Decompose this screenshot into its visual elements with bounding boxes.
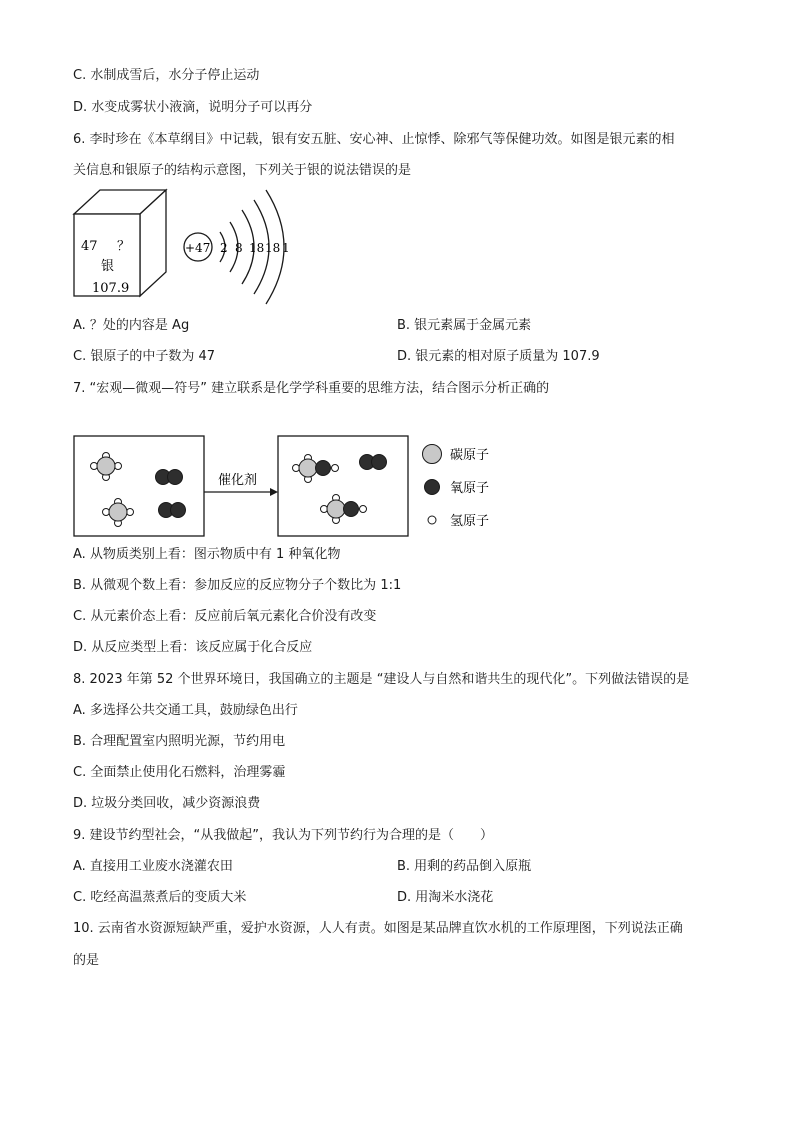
q7-option-b: B. 从微观个数上看：参加反应的反应物分子个数比为 1:1 <box>73 578 402 593</box>
legend-oxygen: 氧原子 <box>450 481 490 496</box>
q8-option-a: A. 多选择公共交通工具，鼓励绿色出行 <box>73 703 298 718</box>
carbon-atom-swatch <box>423 445 442 464</box>
atomic-mass: 107.9 <box>92 281 130 296</box>
q6-stem-line-2: 关信息和银原子的结构示意图，下列关于银的说法错误的是 <box>73 163 412 178</box>
q10-stem-line-1: 10. 云南省水资源短缺严重，爱护水资源，人人有责。如图是某品牌直饮水机的工作原理图，下列说法正确 <box>73 921 683 936</box>
oxygen-atom-swatch <box>425 480 440 495</box>
products-box <box>278 436 408 536</box>
q8-stem: 8. 2023 年第 52 个世界环境日，我国确立的主题是 “建设人与自然和谐共生的现代化”。下列做法错误的是 <box>73 672 690 687</box>
element-card <box>74 190 166 296</box>
legend-hydrogen: 氢原子 <box>450 514 490 529</box>
oxygen-molecule <box>156 470 183 485</box>
q6-option-b: B. 银元素属于金属元素 <box>397 318 532 333</box>
hydrogen-atom-swatch <box>428 516 436 524</box>
nucleus-charge: +47 <box>185 241 211 255</box>
q9-option-c: C. 吃经高温蒸煮后的变质大米 <box>73 890 247 905</box>
reaction-micro-diagram <box>70 432 510 540</box>
shell-electrons-2: 8 <box>235 241 243 255</box>
arrow-head <box>270 488 278 496</box>
shell-electrons-3: 18 <box>249 241 265 255</box>
q7-option-c: C. 从元素价态上看：反应前后氧元素化合价没有改变 <box>73 609 377 624</box>
element-symbol-unknown: ？ <box>117 239 131 254</box>
q6-stem-line-1: 6. 李时珍在《本草纲目》中记载，银有安五脏、安心神、止惊悸、除邪气等保健功效。如图是银元素的相 <box>73 132 675 147</box>
catalyst-label: 催化剂 <box>218 473 258 488</box>
q7-option-d: D. 从反应类型上看：该反应属于化合反应 <box>73 640 313 655</box>
q10-stem-line-2: 的是 <box>73 953 100 968</box>
q9-stem: 9. 建设节约型社会，“从我做起”，我认为下列节约行为合理的是（ ） <box>73 828 494 843</box>
q6-option-a: A. ？处的内容是 Ag <box>73 318 190 333</box>
legend <box>423 445 490 530</box>
q8-option-c: C. 全面禁止使用化石燃料，治理雾霾 <box>73 765 286 780</box>
oxygen-molecule <box>360 455 387 470</box>
q8-option-d: D. 垃圾分类回收，减少资源浪费 <box>73 796 261 811</box>
shell-electrons-4: 18 <box>265 241 281 255</box>
q9-option-b: B. 用剩的药品倒入原瓶 <box>397 859 532 874</box>
q6-option-d: D. 银元素的相对原子质量为 107.9 <box>397 349 600 364</box>
shell-electrons-1: 2 <box>220 241 228 255</box>
shell-electrons-5: 1 <box>282 241 290 255</box>
legend-carbon: 碳原子 <box>450 448 490 463</box>
oxygen-molecule <box>159 503 186 518</box>
silver-element-figure <box>70 184 300 310</box>
q9-option-d: D. 用淘米水浇花 <box>397 890 494 905</box>
element-name: 银 <box>101 259 115 274</box>
q9-option-a: A. 直接用工业废水浇灌农田 <box>73 859 233 874</box>
q7-stem: 7. “宏观—微观—符号” 建立联系是化学学科重要的思维方法，结合图示分析正确的 <box>73 381 550 396</box>
q7-option-a: A. 从物质类别上看：图示物质中有 1 种氧化物 <box>73 547 341 562</box>
q5-option-d: D. 水变成雾状小液滴，说明分子可以再分 <box>73 100 313 115</box>
q8-option-b: B. 合理配置室内照明光源，节约用电 <box>73 734 286 749</box>
q5-option-c: C. 水制成雪后，水分子停止运动 <box>73 68 260 83</box>
atomic-number: 47 <box>81 239 98 254</box>
atom-structure-diagram <box>184 190 290 304</box>
reactants-box <box>74 436 204 536</box>
q6-option-c: C. 银原子的中子数为 47 <box>73 349 216 364</box>
